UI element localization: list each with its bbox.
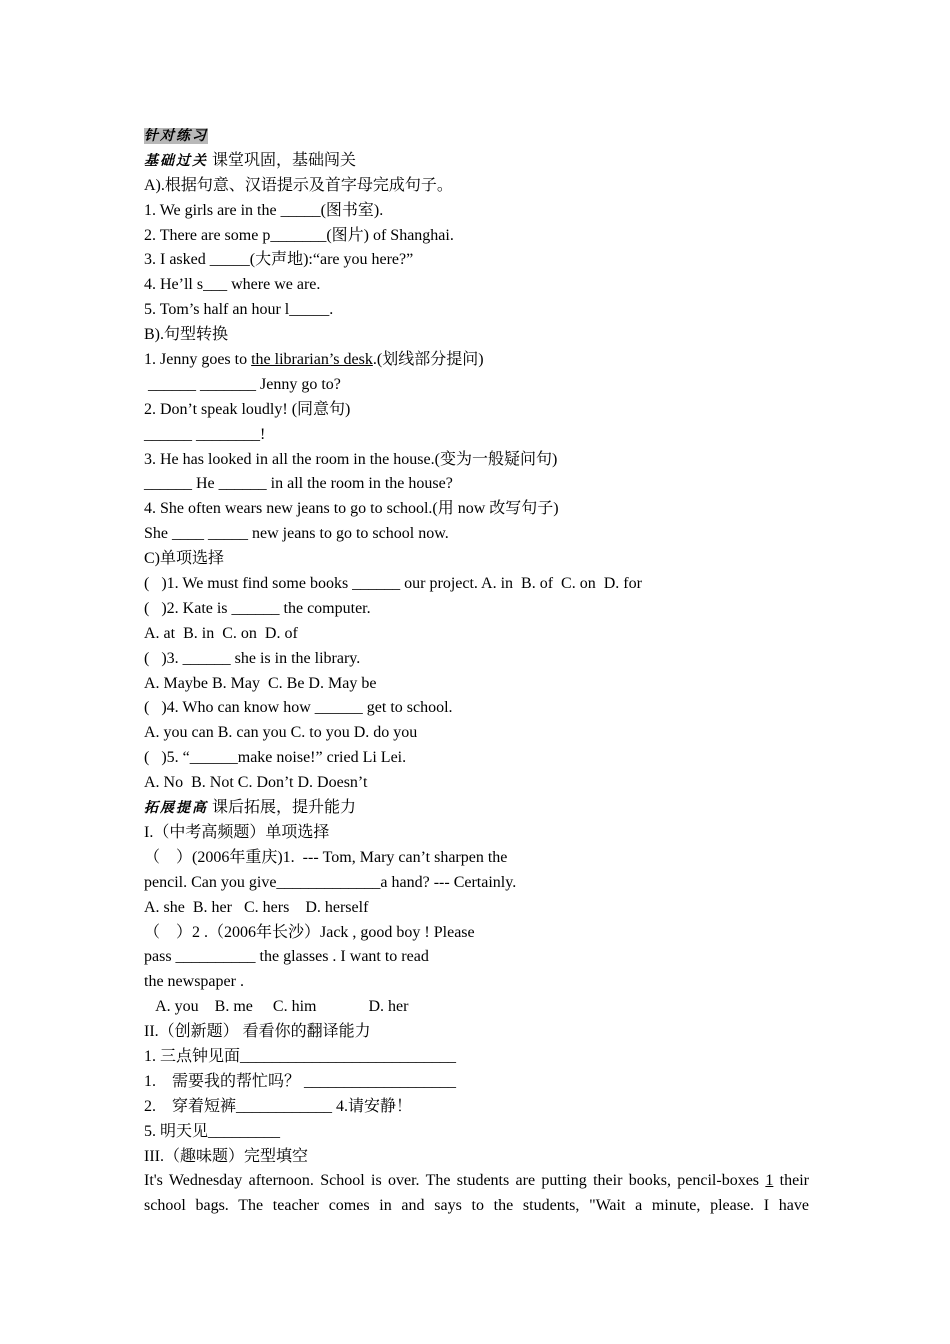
cloze-blank-number: 1	[765, 1172, 774, 1190]
part-a-item-4: 4. He’ll s___ where we are.	[144, 276, 321, 294]
extend-tag: 拓展提高	[144, 800, 208, 817]
part-c-line: ( )5. “______make noise!” cried Li Lei.	[144, 749, 407, 767]
part-c-line: ( )2. Kate is ______ the computer.	[144, 599, 371, 617]
part-ii-line: 5. 明天见_________	[144, 1122, 281, 1140]
b1-post: .(划线部分提问)	[372, 351, 484, 369]
part-i-line: A. you B. me C. him D. her	[144, 998, 409, 1016]
part-b-answer-1: ______ _______ Jenny go to?	[144, 375, 341, 393]
part-c-line: ( )4. Who can know how ______ get to school.	[144, 699, 453, 717]
part-a-title: A).根据句意、汉语提示及首字母完成句子。	[144, 176, 453, 194]
cloze-paragraph-line-2: school bags. The teacher comes in and says to the students, "Wait a minute, please. I have	[144, 1197, 809, 1215]
extend-header	[144, 796, 809, 821]
basic-header	[144, 149, 809, 174]
part-b-answer-3: ______ He ______ in all the room in the house?	[144, 475, 453, 493]
part-c-line: ( )3. ______ she is in the library.	[144, 649, 361, 667]
part-i-line: A. she B. her C. hers D. herself	[144, 898, 369, 916]
part-c-line: A. at B. in C. on D. of	[144, 624, 298, 642]
basic-tag: 基础过关	[144, 152, 208, 169]
extend-tag-desc: 课后拓展，提升能力	[208, 799, 357, 817]
part-a-item-2: 2. There are some p_______(图片) of Shanghai.	[144, 226, 454, 244]
part-b-answer-4: She ____ _____ new jeans to go to school now.	[144, 525, 449, 543]
part-c-line: A. Maybe B. May C. Be D. May be	[144, 674, 377, 692]
section-title-line	[144, 124, 809, 149]
part-c-line: ( )1. We must find some books ______ our project. A. in B. of C. on D. for	[144, 575, 642, 593]
part-i-line: pencil. Can you give_____________a hand? --- Certainly.	[144, 873, 517, 891]
part-b-answer-2: ______ ________!	[144, 425, 266, 443]
part-a-item-3: 3. I asked _____(大声地):“are you here?”	[144, 251, 414, 269]
part-ii-line: 1. 需要我的帮忙吗？ ___________________	[144, 1072, 457, 1090]
part-i-title: I.（中考高频题）单项选择	[144, 823, 330, 841]
part-i-line: （ ）2 .（2006年长沙）Jack , good boy ! Please	[144, 923, 475, 941]
cloze-text-post: their	[773, 1172, 810, 1190]
part-b-item-4: 4. She often wears new jeans to go to school.(用 now 改写句子)	[144, 500, 559, 518]
part-iii-title: III.（趣味题）完型填空	[144, 1147, 308, 1165]
part-ii-line: 2. 穿着短裤____________ 4.请安静！	[144, 1097, 413, 1115]
part-i-line: （ ）(2006年重庆)1. --- Tom, Mary can’t sharpen the	[144, 848, 508, 866]
part-a-item-1: 1. We girls are in the _____(图书室).	[144, 201, 384, 219]
part-c-line: A. you can B. can you C. to you D. do you	[144, 724, 418, 742]
b1-underlined: the librarian’s desk	[251, 351, 373, 369]
part-b-item-3: 3. He has looked in all the room in the house.(变为一般疑问句)	[144, 450, 558, 468]
part-ii-title: II.（创新题） 看看你的翻译能力	[144, 1023, 371, 1041]
section-title: 针对练习	[144, 128, 208, 144]
part-i-line: the newspaper .	[144, 973, 244, 991]
cloze-text-pre: It's Wednesday afternoon. School is over. The students are putting their books, pencil-boxes	[144, 1172, 766, 1190]
worksheet-page	[144, 124, 809, 1219]
part-b-item-1	[144, 348, 809, 373]
cloze-paragraph-line-1	[144, 1169, 809, 1194]
part-b-title: B).句型转换	[144, 326, 229, 344]
part-b-item-2: 2. Don’t speak loudly! (同意句)	[144, 400, 351, 418]
part-i-line: pass __________ the glasses . I want to read	[144, 948, 429, 966]
part-ii-line: 1. 三点钟见面___________________________	[144, 1047, 457, 1065]
part-c-title: C)单项选择	[144, 550, 225, 568]
part-a-item-5: 5. Tom’s half an hour l_____.	[144, 301, 334, 319]
basic-tag-desc: 课堂巩固，基础闯关	[208, 151, 357, 169]
part-c-line: A. No B. Not C. Don’t D. Doesn’t	[144, 774, 368, 792]
b1-pre: 1. Jenny goes to	[144, 351, 252, 369]
